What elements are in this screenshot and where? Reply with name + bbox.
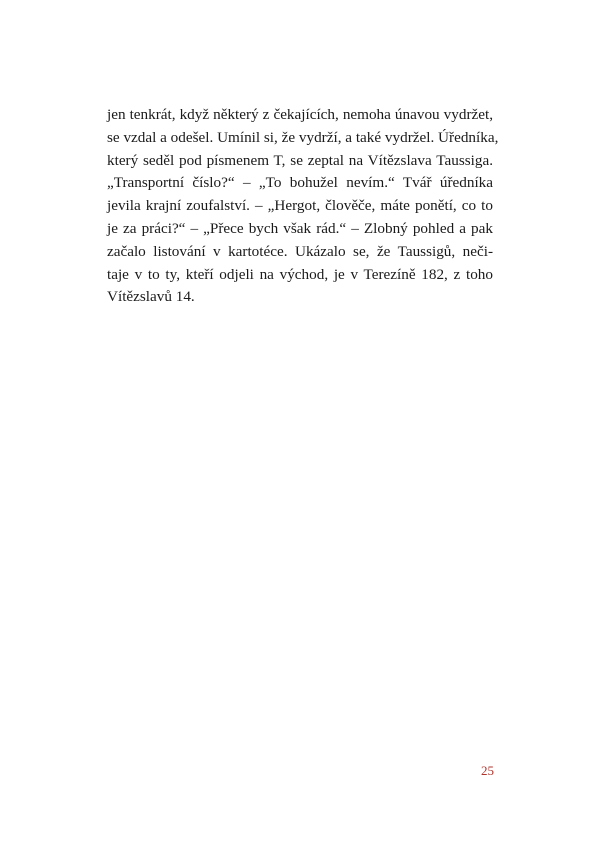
text-line: který seděl pod písmenem T, se zeptal na Vítězslava Taussiga. bbox=[107, 151, 493, 169]
text-line: začalo listování v kartotéce. Ukázalo se, že Taussigů, neči- bbox=[107, 242, 493, 260]
text-line: taje v to ty, kteří odjeli na východ, je v Terezíně 182, z toho bbox=[107, 265, 493, 283]
text-line: je za práci?“ – „Přece bych však rád.“ – Zlobný pohled a pak bbox=[107, 219, 493, 237]
text-line: jevila krajní zoufalství. – „Hergot, člověče, máte ponětí, co to bbox=[107, 197, 493, 215]
text-line: jen tenkrát, když některý z čekajících, nemoha únavou vydržet, bbox=[107, 106, 493, 123]
text-line: se vzdal a odešel. Umínil si, že vydrží, a také vydržel. Úředníka, bbox=[107, 128, 499, 146]
page-number: 25 bbox=[481, 763, 494, 778]
body-paragraph bbox=[107, 104, 499, 309]
text-line: Vítězslavů 14. bbox=[107, 288, 195, 306]
text-line: „Transportní číslo?“ – „To bohužel nevím.“ Tvář úředníka bbox=[107, 174, 493, 192]
